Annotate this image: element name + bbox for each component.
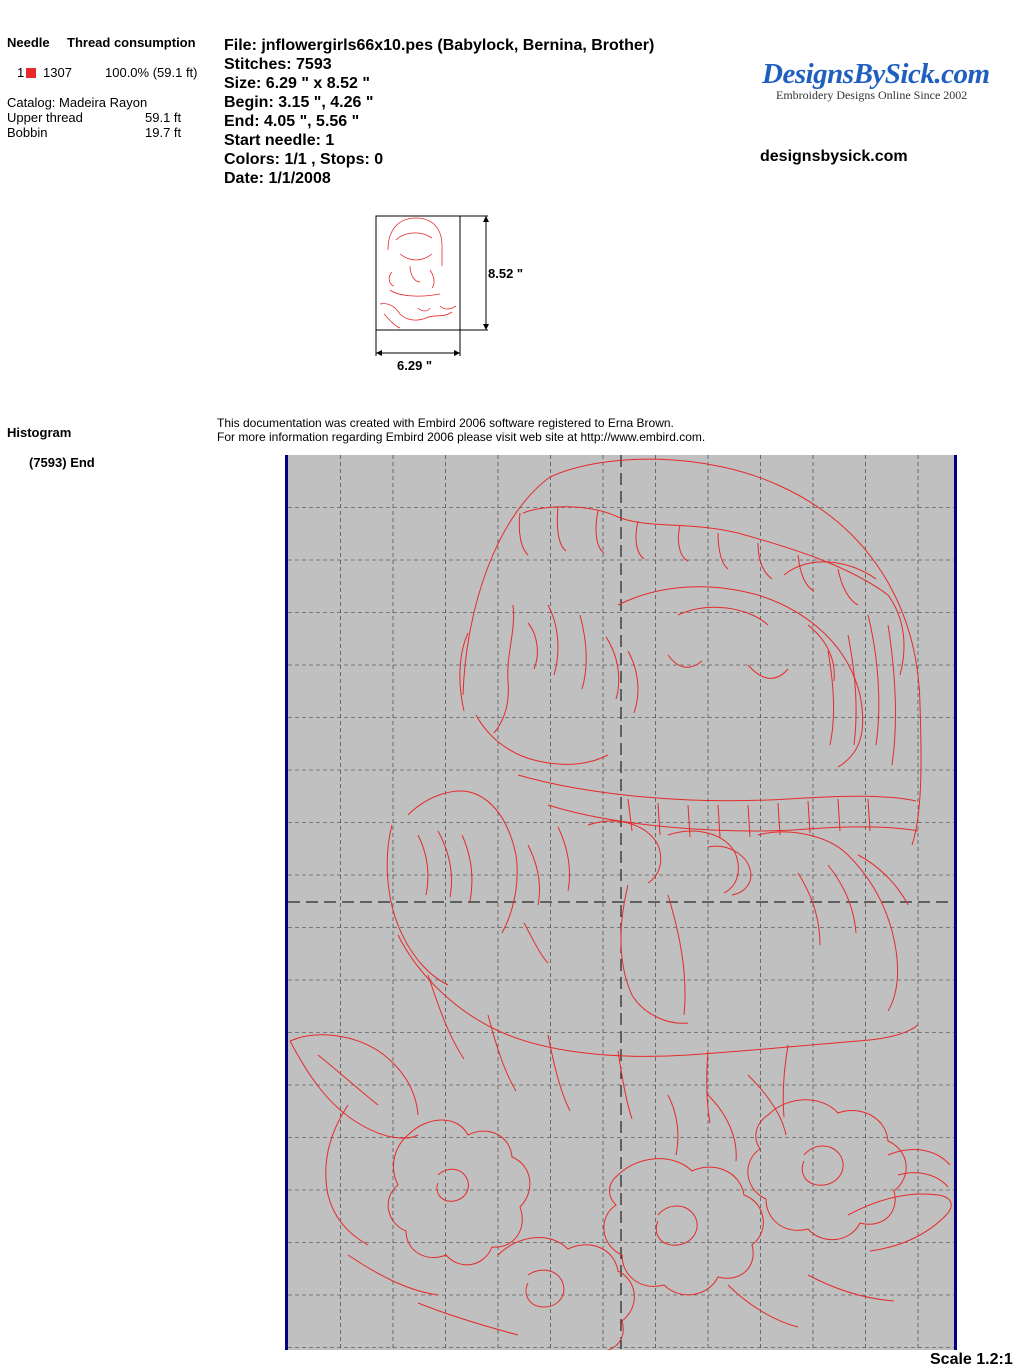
logo-name: DesignsBySick.com (762, 58, 990, 90)
width-arrow-right (454, 350, 460, 356)
thread-percent: 100.0% (59.1 ft) (105, 65, 198, 80)
canvas-right-border (954, 455, 957, 1350)
file-name: File: jnflowergirls66x10.pes (Babylock, Bernina, Brother) (224, 37, 655, 54)
height-dimension-label: 8.52 " (488, 266, 524, 281)
height-arrow-bottom (483, 324, 489, 330)
logo (762, 58, 990, 91)
design-thumbnail (370, 210, 540, 380)
histogram-title: Histogram (7, 425, 72, 440)
thread-color-code: 1307 (43, 65, 72, 80)
start-needle: Start needle: 1 (224, 132, 335, 149)
width-dimension-label: 6.29 " (397, 358, 433, 373)
needle-number: 1 (17, 65, 25, 80)
file-info (224, 36, 654, 188)
height-arrow-top (483, 216, 489, 222)
colors-stops: Colors: 1/1 , Stops: 0 (224, 151, 384, 168)
embroidery-design (288, 455, 954, 1350)
catalog-label: Catalog: Madeira Rayon (7, 95, 148, 110)
design-size: Size: 6.29 " x 8.52 " (224, 75, 370, 92)
thread-consumption-header: Thread consumption (67, 35, 196, 50)
upper-thread-value: 59.1 ft (145, 110, 182, 125)
needle-header: Needle (7, 35, 50, 50)
website-label: designsbysick.com (760, 148, 908, 165)
bobbin-label: Bobbin (7, 125, 48, 140)
thread-row (17, 65, 38, 80)
stitch-count: Stitches: 7593 (224, 56, 332, 73)
width-arrow-left (376, 350, 382, 356)
histogram-entry: (7593) End (29, 455, 95, 470)
canvas-left-border (285, 455, 288, 1350)
end-point: End: 4.05 ", 5.56 " (224, 113, 360, 130)
thread-color-swatch (26, 68, 36, 78)
scale-label: Scale 1.2:1 (930, 1351, 1013, 1368)
embroidery-outline (290, 459, 951, 1350)
begin-point: Begin: 3.15 ", 4.26 " (224, 94, 374, 111)
design-date: Date: 1/1/2008 (224, 170, 331, 187)
upper-thread-label: Upper thread (7, 110, 83, 125)
design-canvas (288, 455, 954, 1350)
bobbin-value: 19.7 ft (145, 125, 182, 140)
logo-tagline: Embroidery Designs Online Since 2002 (776, 88, 968, 102)
credit-line-2: For more information regarding Embird 2006 please visit web site at http://www.embird.com. (217, 430, 706, 444)
credit-line-1: This documentation was created with Embird 2006 software registered to Erna Brown. (217, 416, 674, 430)
